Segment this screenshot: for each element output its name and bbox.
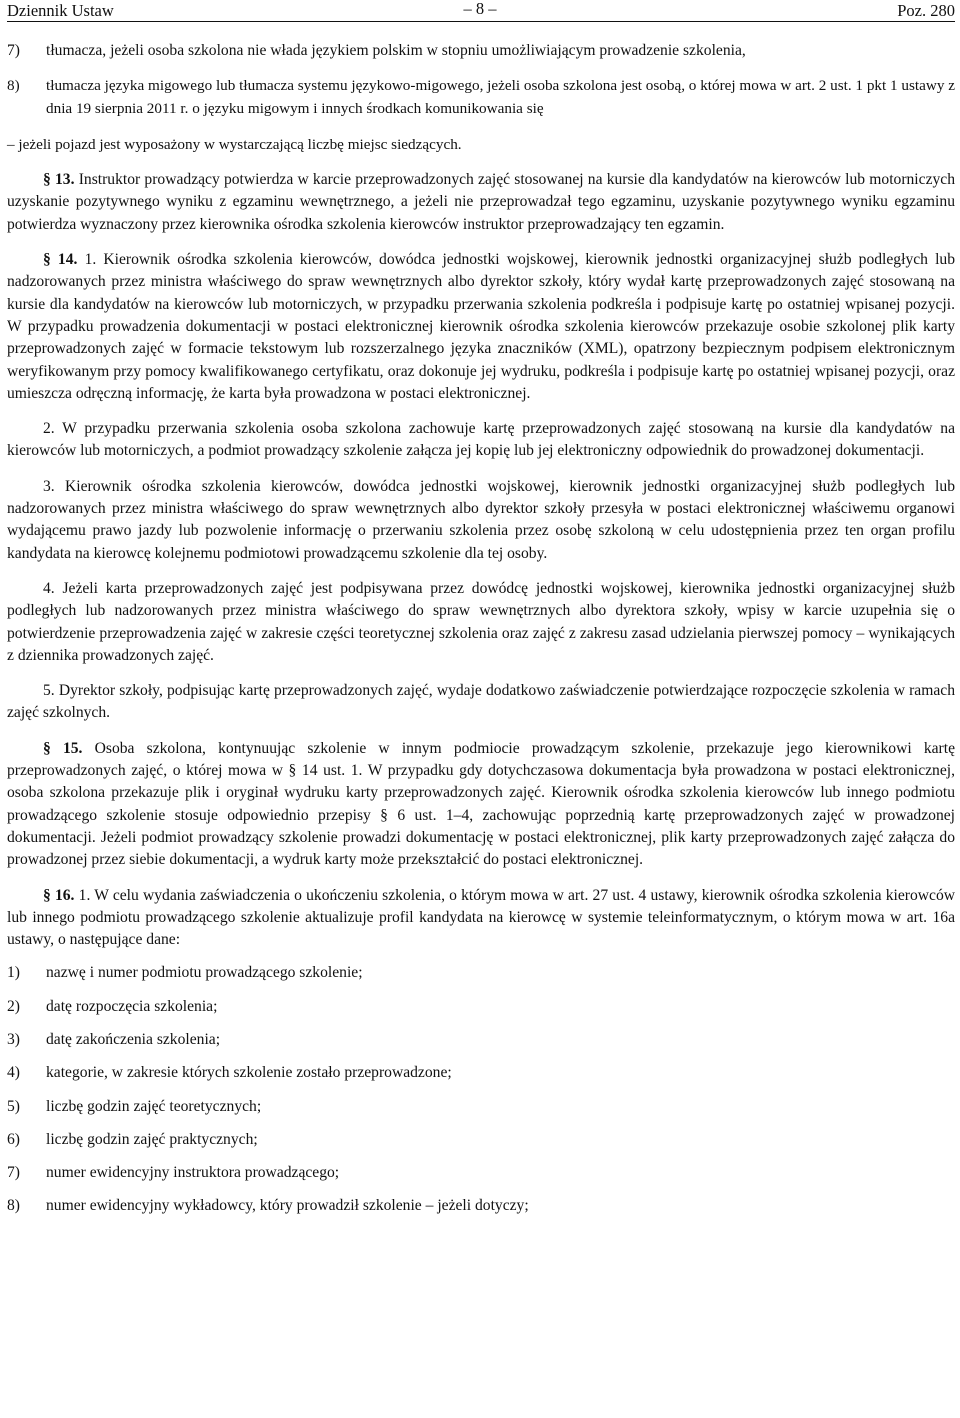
item-text: tłumacza, jeżeli osoba szkolona nie włada językiem polskim w stopniu umożliwiającym prowadzenie szkolenia, [46, 42, 746, 59]
intro-item-7 [7, 40, 955, 62]
paragraph-label: § 15. [43, 739, 83, 757]
paragraph-text: Instruktor prowadzący potwierdza w karcie przeprowadzonych zajęć stosowanej na kursie dla kandydatów na kierowców lub motorniczych uzyskanie pozytywnego wyniku z egzaminu wewnętrznego, a jeżeli nie przeprowadzał tego egzaminu, uzyskanie pozytywnego wyniku egzaminu potwierdza wyznaczony przez kierownika ośrodka szkolenia kierowców instruktor przeprowadzający ten egzamin. [7, 171, 955, 233]
list-item [7, 1129, 955, 1151]
paragraph-15 [7, 738, 955, 872]
paragraph-text: Osoba szkolona, kontynuując szkolenie w innym podmiocie prowadzącym szkolenie, przekazuje jego kierownikowi kartę przeprowadzonych zajęć, o której mowa w § 14 ust. 1. W przypadku gdy dotychczasowa dokumentacja była prowadzona w postaci elektronicznej, osoba szkolona przekazuje plik i oryginał wydruku karty przeprowadzonych zajęć. Kierownik ośrodka szkolenia kierowców lub innego podmiotu prowadzącego szkolenie stosuje odpowiednio przepisy § 6 ust. 1–4, zachowując poprzednią kartę przeprowadzonych zajęć w prowadzonej dokumentacji. Jeżeli podmiot prowadzący szkolenie prowadzi dokumentację w postaci elektronicznej, plik karty przeprowadzonych zajęć załącza do prowadzonej przez siebie dokumentacji, a wydruk karty może przekształcić do postaci elektronicznej. [7, 739, 956, 869]
paragraph-16-1 [7, 885, 955, 952]
list-item-number: 3) [7, 1030, 20, 1048]
list-item-text: nazwę i numer podmiotu prowadzącego szkolenie; [46, 964, 363, 982]
document-body [7, 40, 955, 1218]
list-item [7, 1029, 955, 1051]
list-item-text: numer ewidencyjny instruktora prowadzącego; [46, 1164, 340, 1182]
item-number: 7) [7, 42, 20, 59]
list-item [7, 1062, 955, 1084]
paragraph-text: W celu wydania zaświadczenia o ukończeniu szkolenia, o którym mowa w art. 27 ust. 4 ustawy, kierownik ośrodka szkolenia kierowców lub innego podmiotu prowadzącego szkolenie aktualizuje profil kandydata na kierowcę w systemie teleinformatycznym, o którym mowa w art. 16a ustawy, o następujące dane: [7, 886, 955, 949]
list-item-text: liczbę godzin zajęć praktycznych; [46, 1130, 258, 1148]
list-item-number: 1) [7, 964, 20, 982]
item-text: tłumacza języka migowego lub tłumacza systemu językowo-migowego, jeżeli osoba szkolona jest osobą, o której mowa w art. 2 ust. 1 pkt 1 ustawy z dnia 19 sierpnia 2011 r. o języku migowym i innych środkach komunikowania się [46, 77, 955, 117]
list-item [7, 1096, 955, 1118]
list-item-text: datę zakończenia szkolenia; [46, 1030, 221, 1048]
journal-title: Dziennik Ustaw [7, 1, 114, 20]
item-number: 8) [7, 77, 20, 95]
list-item-number: 8) [7, 1197, 20, 1215]
paragraph-14-4: 4. Jeżeli karta przeprowadzonych zajęć jest podpisywana przez dowódcę jednostki wojskowej, kierownika jednostki organizacyjnej służb podległych lub nadzorowanych przez ministra właściwego do spraw wewnętrznych albo dyrektora szkoły, wpisy w karcie uzupełnia się o potwierdzenie przeprowadzenia zajęć w zakresie części teoretycznej szkolenia oraz zajęć z zakresu zasad udzielania pierwszej pomocy – wynikających z dziennika prowadzonych zajęć. [7, 579, 955, 664]
paragraph-13 [7, 169, 955, 236]
paragraph-label: § 16. [43, 886, 75, 904]
paragraph-14-1 [7, 249, 955, 405]
subsection-number: 1. [78, 886, 91, 904]
paragraph-label: § 14. [43, 251, 78, 269]
list-item-text: kategorie, w zakresie których szkolenie zostało przeprowadzone; [46, 1064, 452, 1082]
paragraph-text: Kierownik ośrodka szkolenia kierowców, dowódca jednostki wojskowej, kierownik jednostki organizacyjnej służb podległych lub nadzorowanych przez ministra właściwego do spraw wewnętrznych albo dyrektor szkoły, który wydał kartę przeprowadzonych zajęć stosowaną na kursie dla kandydatów na kierowców lub motorniczych, w przypadku przerwania szkolenia podkreśla i podpisuje kartę po ostatniej wpisanej pozycji. W przypadku prowadzenia dokumentacji w postaci elektronicznej kierownik ośrodka szkolenia kierowców przekazuje osobie szkolonej plik karty przeprowadzonych zajęć w formacie tekstowym lub rozszerzalnego języka znaczników (XML), opatrzony bezpiecznym podpisem elektronicznym weryfikowanym przy pomocy kwalifikowanego certyfikatu, oraz dokonuje jej wydruku, podkreśla i podpisuje kartę po ostatniej wpisanej pozycji, oraz umieszcza odręczną informację, że karta była prowadzona w postaci elektronicznej. [7, 251, 956, 402]
list-item [7, 996, 955, 1018]
page-header [7, 0, 955, 22]
data-list [7, 962, 955, 1217]
list-item-text: liczbę godzin zajęć teoretycznych; [46, 1097, 262, 1115]
list-item-number: 2) [7, 997, 20, 1015]
list-item-number: 4) [7, 1064, 20, 1082]
intro-item-8 [7, 75, 955, 120]
list-item-text: datę rozpoczęcia szkolenia; [46, 997, 218, 1015]
dash-line: – jeżeli pojazd jest wyposażony w wystarczającą liczbę miejsc siedzących. [7, 135, 462, 153]
list-item [7, 1162, 955, 1184]
list-item-number: 7) [7, 1164, 20, 1182]
paragraph-14-5: 5. Dyrektor szkoły, podpisując kartę przeprowadzonych zajęć, wydaje dodatkowo zaświadczenie potwierdzające rozpoczęcie szkolenia w ramach zajęć szkolnych. [7, 682, 955, 722]
list-item-text: numer ewidencyjny wykładowcy, który prowadził szkolenie – jeżeli dotyczy; [46, 1197, 529, 1215]
list-item-number: 6) [7, 1130, 20, 1148]
list-item-number: 5) [7, 1097, 20, 1115]
page-number: – 8 – [463, 0, 497, 18]
list-item [7, 1195, 955, 1217]
paragraph-14-3: 3. Kierownik ośrodka szkolenia kierowców, dowódca jednostki wojskowej, kierownik jednostki organizacyjnej służb podległych lub nadzorowanych przez ministra właściwego do spraw wewnętrznych albo dyrektor szkoły przesyła w postaci elektronicznej właściwemu organowi wydającemu prawo jazdy lub pozwolenie informację o przerwaniu szkolenia przez osobę szkoloną w celu udostępnienia przez ten organ profilu kandydata na kierowcę kolejnemu podmiotowi prowadzącemu szkolenie dla tej osoby. [7, 477, 955, 562]
position-number: Poz. 280 [897, 1, 955, 20]
subsection-number: 1. [84, 251, 97, 269]
paragraph-14-2: 2. W przypadku przerwania szkolenia osoba szkolona zachowuje kartę przeprowadzonych zajęć stosowaną na kursie dla kandydatów na kierowców lub motorniczych, a podmiot prowadzący szkolenie załącza jej kopię lub jej elektroniczny odpowiednik do prowadzonej dokumentacji. [7, 420, 955, 460]
list-item [7, 962, 955, 984]
paragraph-label: § 13. [43, 171, 75, 189]
